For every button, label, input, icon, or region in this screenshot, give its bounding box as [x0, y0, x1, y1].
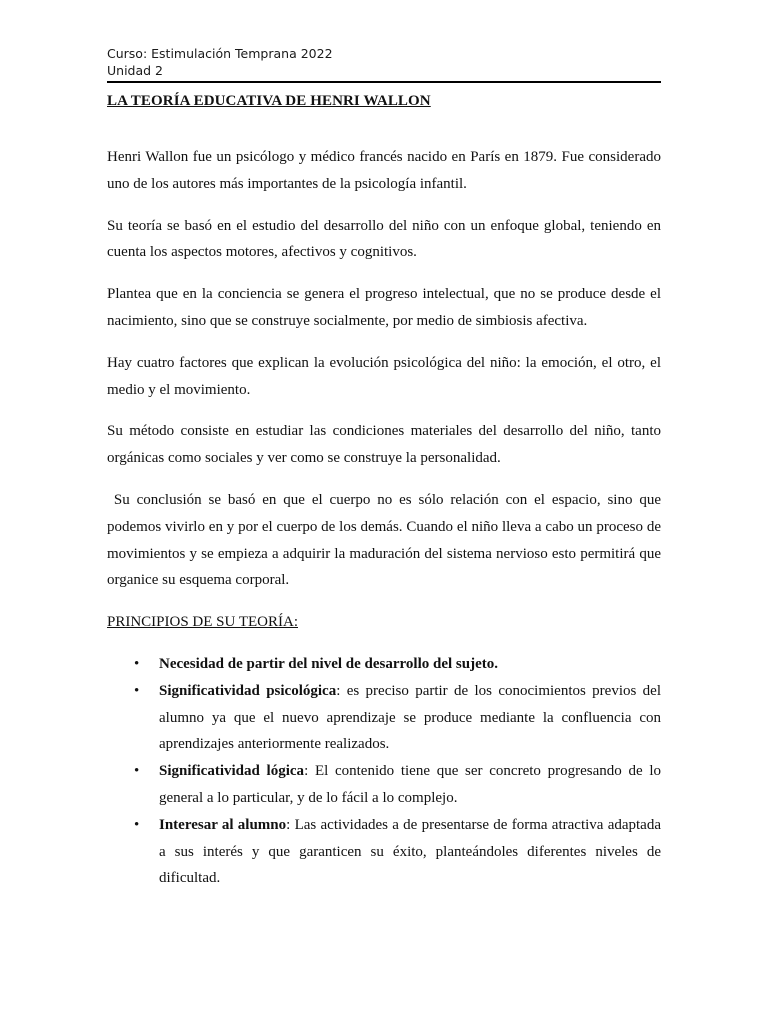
- page-header: [107, 45, 661, 79]
- principle-term: Significatividad psicológica: [159, 682, 337, 699]
- course-name: Curso: Estimulación Temprana 2022: [107, 46, 333, 61]
- header-divider: [107, 81, 661, 83]
- list-item: [134, 758, 661, 812]
- principles-heading: PRINCIPIOS DE SU TEORÍA:: [107, 614, 298, 631]
- paragraph: Su teoría se basó en el estudio del desarrollo del niño con un enfoque global, teniendo en cuenta los aspectos motores, afectivos y cognitivos.: [107, 217, 661, 261]
- paragraph: Hay cuatro factores que explican la evolución psicológica del niño: la emoción, el otro, el medio y el movimiento.: [107, 354, 661, 398]
- list-item: [134, 651, 661, 678]
- bullet-icon: •: [134, 816, 140, 833]
- principle-text: : es preciso partir de los conocimientos previos del alumno ya que el nuevo aprendizaje se produce mediante la confluencia con aprendizajes anteriormente realizados.: [159, 682, 661, 753]
- bullet-icon: •: [134, 763, 140, 780]
- document-title: LA TEORÍA EDUCATIVA DE HENRI WALLON: [107, 93, 431, 109]
- paragraph: Plantea que en la conciencia se genera el progreso intelectual, que no se produce desde el nacimiento, sino que se construye socialmente, por medio de simbiosis afectiva.: [107, 286, 661, 329]
- bullet-icon: •: [134, 682, 140, 699]
- principle-term: Necesidad de partir del nivel de desarrollo del sujeto.: [159, 655, 499, 672]
- principles-list: [107, 651, 661, 892]
- paragraph: Henri Wallon fue un psicólogo y médico francés nacido en París en 1879. Fue considerado uno de los autores más importantes de la psicología infantil.: [107, 149, 661, 192]
- list-item: [134, 678, 661, 758]
- list-item: [134, 812, 661, 892]
- principle-term: Significatividad lógica: [159, 763, 305, 780]
- document-body: [107, 144, 665, 892]
- bullet-icon: •: [134, 655, 140, 672]
- paragraph: Su método consiste en estudiar las condiciones materiales del desarrollo del niño, tanto orgánicas como sociales y ver como se construye la personalidad.: [107, 423, 661, 467]
- unit-label: Unidad 2: [107, 63, 163, 78]
- principle-term: Interesar al alumno: [159, 816, 287, 833]
- paragraph: Su conclusión se basó en que el cuerpo no es sólo relación con el espacio, sino que podemos vivirlo en y por el cuerpo de los demás. Cuando el niño lleva a cabo un proceso de movimientos y se empieza a adquirir la maduración del sistema nervioso esto permitirá que organice su esquema corporal.: [107, 491, 665, 589]
- principle-text: : Las actividades a de presentarse de forma atractiva adaptada a sus interés y que garanticen su éxito, planteándoles diferentes niveles de dificultad.: [159, 816, 661, 887]
- principle-text: : El contenido tiene que ser concreto progresando de lo general a lo particular, y de lo fácil a lo complejo.: [159, 763, 661, 806]
